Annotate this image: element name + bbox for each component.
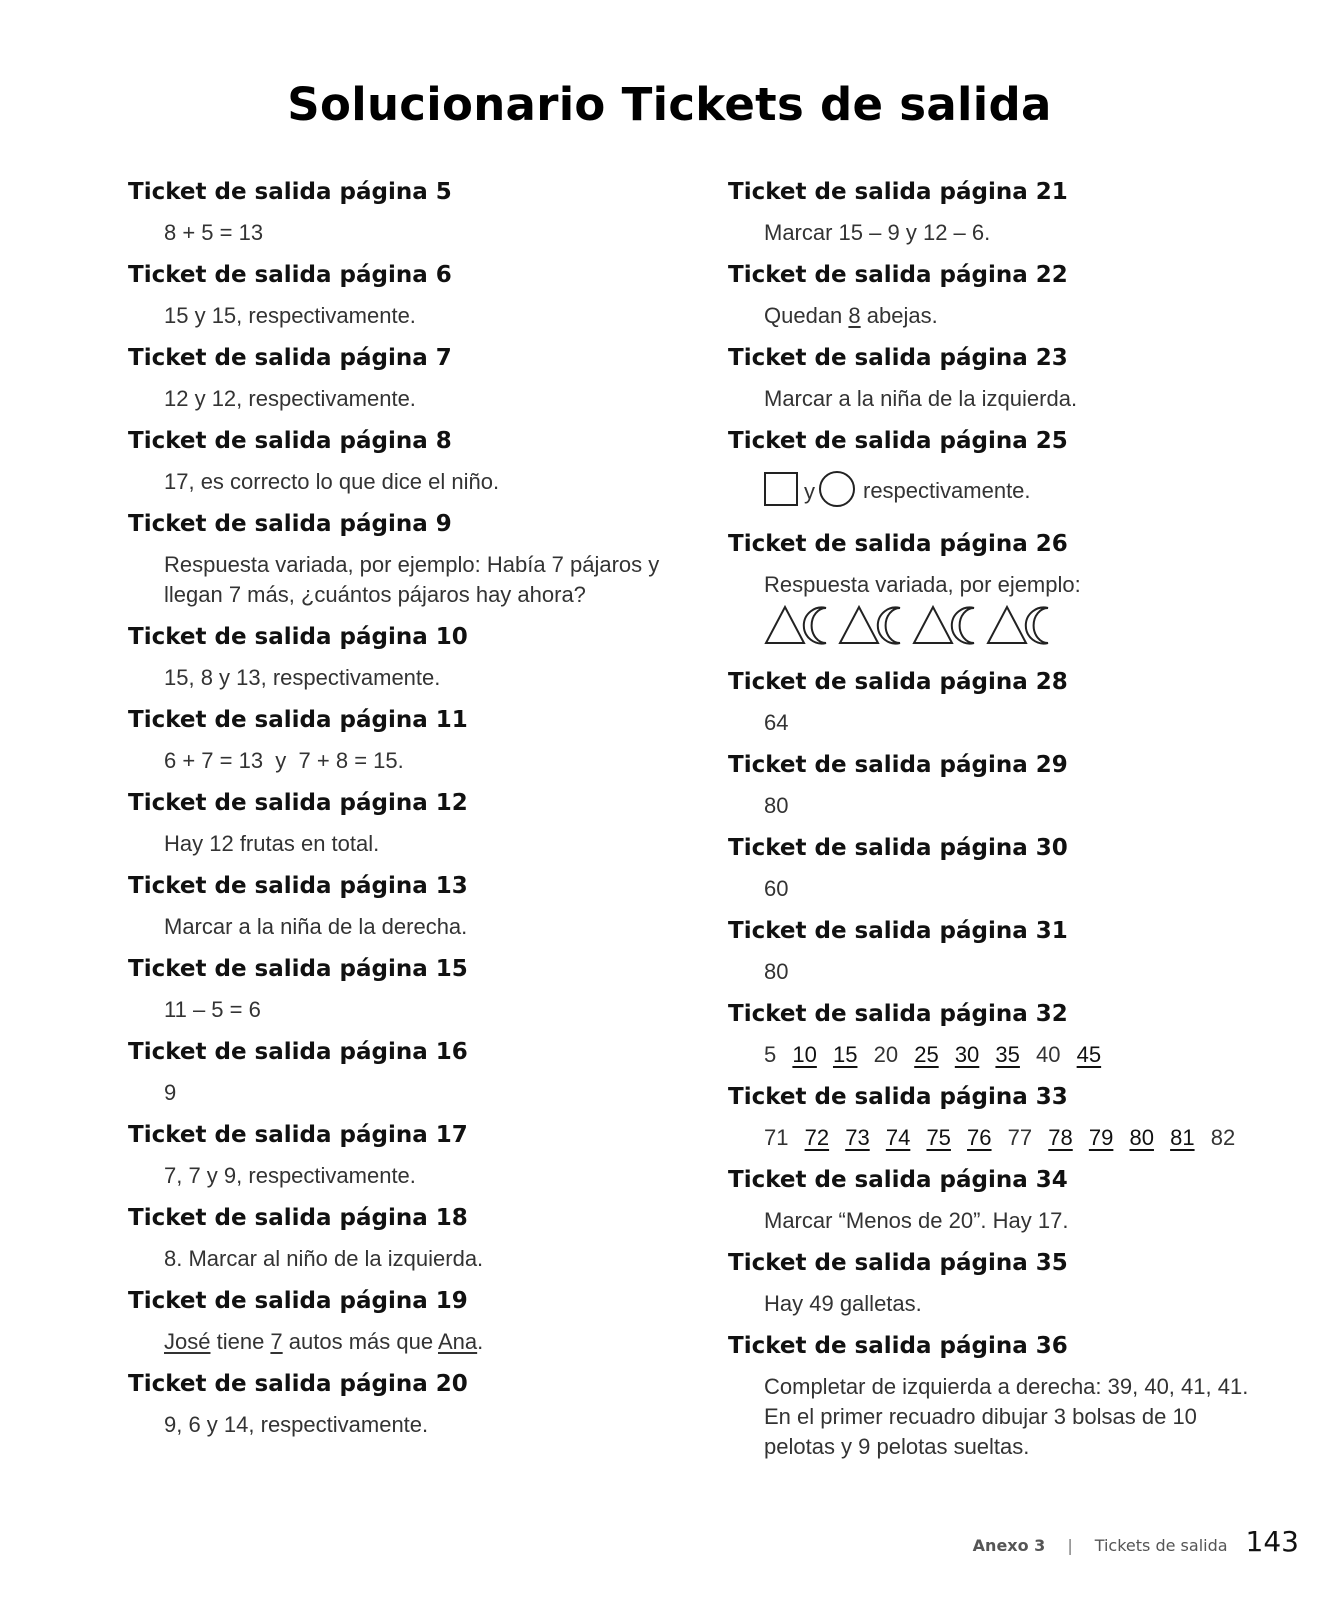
sequence-answer: 35 (995, 1042, 1020, 1067)
ticket-item (128, 1117, 688, 1191)
ticket-answer (128, 1327, 688, 1357)
ticket-heading: Ticket de salida página 21 (728, 179, 1068, 205)
ticket-heading: Ticket de salida página 10 (128, 624, 468, 650)
sequence-number: 71 (764, 1125, 789, 1150)
ticket-item (128, 619, 688, 693)
sequence-answer: 73 (845, 1125, 870, 1150)
square-icon (764, 472, 798, 506)
ticket-answer: 64 (764, 710, 789, 735)
ticket-item (728, 747, 1268, 821)
underlined-name: José (164, 1329, 211, 1354)
ticket-heading: Ticket de salida página 17 (128, 1122, 468, 1148)
ticket-item (728, 340, 1268, 414)
ticket-item (128, 702, 688, 776)
ticket-item (728, 174, 1268, 248)
ticket-answer: 8 + 5 = 13 (164, 220, 264, 245)
ticket-heading: Ticket de salida página 29 (728, 752, 1068, 778)
ticket-item (128, 1034, 688, 1108)
ticket-item (728, 830, 1268, 904)
ticket-item (128, 1283, 688, 1357)
ticket-item (728, 996, 1268, 1070)
ticket-item (728, 1079, 1268, 1153)
triangle-icon (914, 607, 952, 643)
ticket-heading: Ticket de salida página 22 (728, 262, 1068, 288)
ticket-heading: Ticket de salida página 5 (128, 179, 452, 205)
ticket-heading: Ticket de salida página 16 (128, 1039, 468, 1065)
ticket-heading: Ticket de salida página 6 (128, 262, 452, 288)
ticket-item (128, 257, 688, 331)
ticket-answer (728, 301, 1268, 331)
answer-text: y (804, 479, 815, 504)
ticket-heading: Ticket de salida página 18 (128, 1205, 468, 1231)
sequence-answer: 75 (926, 1125, 951, 1150)
footer-section: Tickets de salida (1094, 1536, 1228, 1555)
ticket-heading: Ticket de salida página 7 (128, 345, 452, 371)
crescent-icon (952, 608, 974, 644)
page-number: 143 (1245, 1525, 1299, 1558)
answer-text: autos más que (282, 1329, 438, 1354)
crescent-icon (878, 608, 900, 644)
ticket-answer (728, 467, 1268, 511)
underlined-number: 7 (270, 1329, 283, 1354)
answer-text: abejas. (860, 303, 938, 328)
ticket-item (728, 1245, 1268, 1319)
answer-text: tiene (210, 1329, 271, 1354)
ticket-answer: 9 (164, 1080, 177, 1105)
sequence-answer: 81 (1170, 1125, 1195, 1150)
sequence-answer: 30 (954, 1042, 980, 1067)
triangle-icon (766, 607, 804, 643)
ticket-item (728, 913, 1268, 987)
ticket-answer: 17, es correcto lo que dice el niño. (164, 469, 500, 494)
ticket-answer: Marcar 15 – 9 y 12 – 6. (764, 220, 991, 245)
ticket-heading: Ticket de salida página 25 (728, 428, 1068, 454)
ticket-heading: Ticket de salida página 19 (128, 1288, 468, 1314)
ticket-heading: Ticket de salida página 33 (728, 1084, 1068, 1110)
ticket-heading: Ticket de salida página 30 (728, 835, 1068, 861)
sequence-number: 20 (873, 1042, 899, 1067)
sequence-answer: 45 (1076, 1042, 1102, 1067)
answer-text: . (477, 1329, 484, 1354)
sequence-number: 5 (764, 1042, 777, 1067)
ticket-answer: Respuesta variada, por ejemplo: (764, 572, 1081, 597)
ticket-answer: Marcar “Menos de 20”. Hay 17. (764, 1208, 1069, 1233)
ticket-answer: 15, 8 y 13, respectivamente. (164, 665, 441, 690)
underlined-number: 8 (848, 303, 861, 328)
ticket-answer: 9, 6 y 14, respectivamente. (164, 1412, 429, 1437)
sequence-answer: 76 (967, 1125, 992, 1150)
crescent-icon (1026, 608, 1048, 644)
number-sequence (728, 1040, 1268, 1070)
ticket-answer: Hay 12 frutas en total. (164, 831, 380, 856)
ticket-heading: Ticket de salida página 32 (728, 1001, 1068, 1027)
number-sequence (728, 1123, 1268, 1153)
triangle-icon (840, 607, 878, 643)
sequence-answer: 25 (914, 1042, 939, 1067)
sequence-answer: 78 (1048, 1125, 1073, 1150)
ticket-answer: 80 (764, 959, 789, 984)
ticket-item (728, 1162, 1268, 1236)
ticket-answer: 12 y 12, respectivamente. (164, 386, 416, 411)
ticket-answer: 80 (764, 793, 789, 818)
right-column (728, 174, 1268, 1471)
crescent-icon (804, 608, 826, 644)
ticket-heading: Ticket de salida página 28 (728, 669, 1068, 695)
ticket-heading: Ticket de salida página 13 (128, 873, 468, 899)
ticket-heading: Ticket de salida página 8 (128, 428, 452, 454)
ticket-heading: Ticket de salida página 9 (128, 511, 452, 537)
ticket-item (128, 1366, 688, 1440)
triangle-crescent-pattern (764, 603, 1064, 647)
ticket-heading: Ticket de salida página 35 (728, 1250, 1068, 1276)
ticket-answer: 15 y 15, respectivamente. (164, 303, 416, 328)
ticket-answer: Hay 49 galletas. (764, 1291, 922, 1316)
ticket-answer: Marcar a la niña de la izquierda. (764, 386, 1078, 411)
shape-pattern (728, 602, 1268, 648)
ticket-answer: 6 + 7 = 13 y 7 + 8 = 15. (164, 748, 404, 773)
ticket-item (728, 664, 1268, 738)
underlined-name: Ana (438, 1329, 478, 1354)
ticket-heading: Ticket de salida página 23 (728, 345, 1068, 371)
ticket-answer: 11 – 5 = 6 (164, 997, 261, 1022)
ticket-item (128, 1200, 688, 1274)
triangle-icon (988, 607, 1026, 643)
sequence-answer: 80 (1129, 1125, 1154, 1150)
sequence-number: 77 (1007, 1125, 1033, 1150)
answer-text: respectivamente. (863, 478, 1031, 503)
page-title: Solucionario Tickets de salida (287, 78, 1052, 131)
left-column (128, 174, 688, 1449)
ticket-heading: Ticket de salida página 34 (728, 1167, 1068, 1193)
ticket-item (128, 340, 688, 414)
ticket-heading: Ticket de salida página 36 (728, 1333, 1068, 1359)
ticket-heading: Ticket de salida página 15 (128, 956, 468, 982)
sequence-answer: 10 (792, 1042, 817, 1067)
sequence-answer: 72 (804, 1125, 830, 1150)
ticket-item (128, 868, 688, 942)
circle-icon (819, 471, 855, 507)
ticket-heading: Ticket de salida página 11 (128, 707, 468, 733)
sequence-answer: 15 (832, 1042, 858, 1067)
ticket-heading: Ticket de salida página 26 (728, 531, 1068, 557)
ticket-answer: Respuesta variada, por ejemplo: Había 7 pájaros y llegan 7 más, ¿cuántos pájaros hay ahora? (164, 552, 660, 607)
sequence-number: 40 (1036, 1042, 1061, 1067)
ticket-heading: Ticket de salida página 31 (728, 918, 1068, 944)
ticket-item (728, 1328, 1268, 1462)
ticket-item (128, 951, 688, 1025)
footer-separator: | (1067, 1536, 1073, 1555)
ticket-heading: Ticket de salida página 12 (128, 790, 468, 816)
ticket-item (728, 423, 1268, 511)
ticket-item (128, 174, 688, 248)
ticket-item (128, 423, 688, 497)
sequence-answer: 74 (885, 1125, 911, 1150)
ticket-item (728, 257, 1268, 331)
page-footer (973, 1525, 1299, 1558)
ticket-answer: 8. Marcar al niño de la izquierda. (164, 1246, 484, 1271)
ticket-item (128, 785, 688, 859)
ticket-answer: Marcar a la niña de la derecha. (164, 914, 468, 939)
ticket-heading: Ticket de salida página 20 (128, 1371, 468, 1397)
sequence-answer: 79 (1088, 1125, 1114, 1150)
ticket-answer: Completar de izquierda a derecha: 39, 40, 41, 41. En el primer recuadro dibujar 3 bolsas de 10 pelotas y 9 pelotas sueltas. (764, 1374, 1249, 1459)
answer-text: Quedan (764, 303, 849, 328)
ticket-answer: 7, 7 y 9, respectivamente. (164, 1163, 416, 1188)
sequence-number: 82 (1210, 1125, 1236, 1150)
ticket-answer: 60 (764, 876, 789, 901)
ticket-item (128, 506, 688, 610)
footer-annex: Anexo 3 (972, 1536, 1046, 1555)
ticket-item (728, 526, 1268, 648)
